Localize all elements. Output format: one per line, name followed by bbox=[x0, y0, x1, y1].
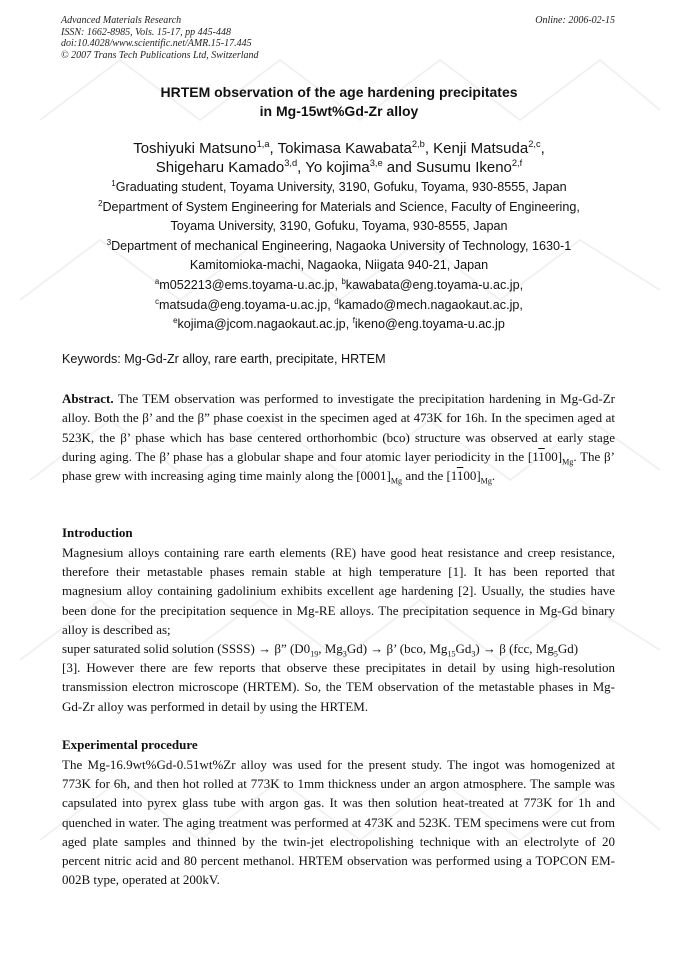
introduction-paragraph: Magnesium alloys containing rare earth elements (RE) have good heat resistance and creep resistance, therefore their metastable phases remain stable at high temperature [1]. It has been reported that magnesium alloy containing gadolinium exhibits excellent age hardening [2]. Usually, the studies have been done for the precipitation sequence in Mg-RE alloys. The precipitation sequence in Mg-Gd binary alloy is described as; bbox=[62, 545, 615, 637]
author-list bbox=[0, 139, 678, 177]
abstract-text: 00] bbox=[544, 448, 563, 464]
email-sup: c bbox=[155, 296, 160, 306]
email-line-1: $^a$m052213@ems.toyama-u.ac.jp, $^b$kawabata@eng.toyama-u.ac.jp, bbox=[154, 276, 524, 292]
seq-sub: 3 bbox=[471, 649, 476, 659]
precipitation-sequence bbox=[62, 639, 615, 658]
email-sup: f bbox=[352, 315, 355, 325]
journal-header bbox=[61, 15, 615, 61]
author-name: Shigeharu Kamado bbox=[155, 159, 285, 176]
author-sup: 3,e bbox=[369, 158, 383, 168]
abstract bbox=[62, 389, 615, 485]
affiliation-sup: 3 bbox=[106, 237, 112, 247]
seq-text: ) → β (fcc, Mg bbox=[475, 641, 554, 657]
seq-text: Gd bbox=[455, 641, 472, 657]
email-sup: a bbox=[154, 276, 160, 286]
seq-sub: 15 bbox=[447, 649, 456, 659]
email-address: kawabata@eng.toyama-u.ac.jp bbox=[345, 277, 520, 292]
author-name: Susumu Ikeno bbox=[416, 159, 512, 176]
abstract-text: and the [1 bbox=[402, 468, 457, 484]
seq-sub: 3 bbox=[342, 649, 347, 659]
affiliation-3-cont: Kamitomioka-machi, Nagaoka, Niigata 940-21, Japan bbox=[189, 258, 489, 273]
seq-text: Gd) → β’ (bco, Mg bbox=[346, 641, 448, 657]
email-sup: d bbox=[334, 296, 339, 306]
overbar-digit: 1 bbox=[456, 468, 464, 484]
email-sup: b bbox=[341, 276, 346, 286]
subscript: Mg bbox=[480, 476, 492, 486]
affiliation-text: Department of mechanical Engineering, Nagaoka University of Technology, 1630-1 bbox=[111, 238, 572, 253]
abstract-text: The TEM observation was performed to investigate the precipitation hardening in Mg-Gd-Zr alloy. Both the β’ and the β” phase coexist in the specimen aged at 473K for 16h. In the specimen aged at 523K, the β’ phase which has base centered orthorhombic (bco) structure was observed at early stage during aging. The β’ phase has a globular shape and four atomic layer periodicity in the [1 bbox=[62, 391, 615, 464]
author-name: Toshiyuki Matsuno bbox=[133, 140, 257, 157]
overbar-digit: 1 bbox=[538, 448, 545, 464]
introduction-body bbox=[62, 543, 615, 716]
abstract-label: Abstract. bbox=[62, 391, 114, 406]
introduction-heading: Introduction bbox=[62, 525, 133, 540]
author-name: Kenji Matsuda bbox=[433, 140, 529, 157]
affiliation-2-cont: Toyama University, 3190, Gofuku, Toyama, 930-8555, Japan bbox=[170, 219, 508, 234]
author-sup: 2,f bbox=[511, 158, 523, 168]
email-line-3: $^e$kojima@jcom.nagaokaut.ac.jp, $^f$ikeno@eng.toyama-u.ac.jp bbox=[173, 315, 505, 332]
abstract-text: . bbox=[491, 468, 496, 484]
seq-sub: 19 bbox=[310, 649, 319, 659]
doi-line: doi:10.4028/www.scientific.net/AMR.15-17.445 bbox=[61, 38, 252, 50]
abstract-text: 00] bbox=[463, 468, 481, 484]
seq-text: super saturated solid solution (SSSS) → β” (D0 bbox=[62, 641, 311, 657]
email-sup: e bbox=[173, 315, 178, 325]
email-line-2: $^c$matsuda@eng.toyama-u.ac.jp, $^d$kamado@mech.nagaokaut.ac.jp, bbox=[155, 296, 523, 312]
email-address: kojima@jcom.nagaokaut.ac.jp bbox=[177, 317, 346, 332]
seq-text: Gd) bbox=[557, 641, 579, 657]
copyright-line: © 2007 Trans Tech Publications Ltd, Switzerland bbox=[61, 49, 259, 61]
author-sup: 2,b bbox=[411, 139, 425, 149]
affiliation-sup: 1 bbox=[111, 178, 116, 188]
author-sup: 1,a bbox=[256, 139, 270, 149]
seq-text: , Mg bbox=[318, 641, 343, 657]
affiliation-text: Department of System Engineering for Materials and Science, Faculty of Engineering, bbox=[102, 199, 580, 214]
author-line-2: Shigeharu Kamado$^{3,d}$, Yo kojima$^{3,e}$ and Susumu Ikeno$^{2,f}$ bbox=[155, 158, 523, 176]
author-sup: 2,c bbox=[528, 139, 541, 149]
introduction-paragraph: [3]. However there are few reports that observe these precipitates in detail by using high-resolution transmission electron microscope (HRTEM). So, the TEM observation of the metastable phases in Mg-Gd-Zr alloy was performed in detail by using the HRTEM. bbox=[62, 660, 615, 714]
affiliations bbox=[0, 178, 678, 335]
subscript: Mg bbox=[390, 476, 403, 486]
email-address: ikeno@eng.toyama-u.ac.jp bbox=[354, 317, 505, 332]
title-line-2: in Mg-15wt%Gd-Zr alloy bbox=[259, 103, 419, 119]
affiliation-text: Graduating student, Toyama University, 3190, Gofuku, Toyama, 930-8555, Japan bbox=[115, 180, 567, 194]
seq-sub: 5 bbox=[553, 649, 558, 659]
journal-name: Advanced Materials Research bbox=[61, 15, 182, 26]
email-address: m052213@ems.toyama-u.ac.jp bbox=[159, 277, 335, 292]
keywords: Keywords: Mg-Gd-Zr alloy, rare earth, precipitate, HRTEM bbox=[62, 352, 386, 366]
author-name: Tokimasa Kawabata bbox=[277, 140, 412, 157]
subscript: Mg bbox=[562, 457, 574, 467]
experimental-heading: Experimental procedure bbox=[62, 737, 198, 752]
issn-line: ISSN: 1662-8985, Vols. 15-17, pp 445-448 bbox=[61, 26, 231, 38]
email-address: matsuda@eng.toyama-u.ac.jp bbox=[159, 297, 328, 312]
affiliation-1 bbox=[0, 178, 678, 198]
author-line-1: Toshiyuki Matsuno$^{1,a}$, Tokimasa Kawabata$^{2,b}$, Kenji Matsuda$^{2,c}$, bbox=[133, 139, 545, 157]
email-address: kamado@mech.nagaokaut.ac.jp bbox=[338, 297, 520, 312]
author-name: Yo kojima bbox=[305, 159, 370, 176]
experimental-body: The Mg-16.9wt%Gd-0.51wt%Zr alloy was used for the present study. The ingot was homogenized at 773K for 6h, and then hot rolled at 773K to 1mm thickness under an argon atmosphere. The sample was capsulated into pyrex glass tube with argon gas. It was then solution heat-treated at 773K for 1h and quenched in water. The aging treatment was performed at 473K and 523K. TEM specimens were cut from aged plate samples and thinned by the twin-jet electropolishing technique with an electrolyte of 20 percent nitric acid and 80 percent methanol. HRTEM observation was performed using a TOPCON EM-002B type, operated at 200kV. bbox=[62, 757, 615, 888]
online-date: Online: 2006-02-15 bbox=[535, 15, 615, 26]
affiliation-sup: 2 bbox=[98, 198, 103, 208]
paper-title bbox=[0, 83, 678, 121]
title-line-1: HRTEM observation of the age hardening precipitates bbox=[160, 84, 518, 100]
affiliation-3 bbox=[0, 237, 678, 257]
affiliation-2 bbox=[0, 198, 678, 218]
abstract-text: . The β’ phase grew with increasing aging time mainly along the [0001] bbox=[62, 448, 616, 484]
author-sup: 3,d bbox=[284, 158, 298, 168]
